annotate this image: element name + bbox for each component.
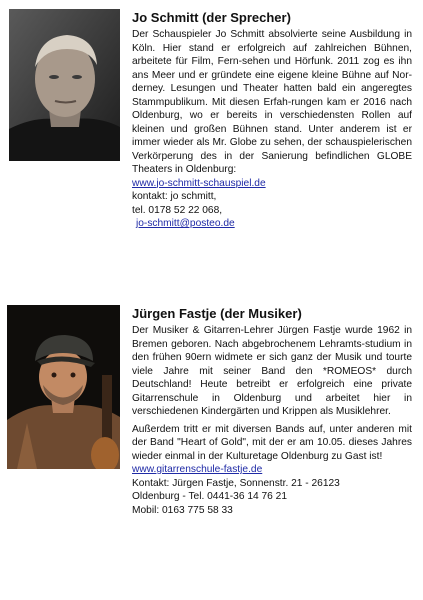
bio-text: Der Schauspieler Jo Schmitt absolvierte seine Ausbildung in Köln. Hier stand er erfolgreich auf zahlreichen Bühnen, arbeitete für Film, Fern-sehen und Hörfunk. 2011 zog es ihn ans Meer und er gründete eine eigene kleine Bühne auf Nor-derney. Lesungen und Theater hatten bald ein angeregtes Stammpublikum. Mit diesen Erfah-rungen kam er 2016 nach Oldenburg, wo er bereits in verschiedensten Rollen auf kleinen und großen Bühnen stand. Unter anderem ist er immer wieder als Mr. Globe zu sehen, der schauspielerischen Verkörperung des in der Sanierung befindlichen GLOBE Theaters in Oldenburg:: [132, 29, 412, 175]
email-link[interactable]: jo-schmitt@posteo.de: [136, 218, 235, 229]
bio-jo-schmitt: [132, 10, 412, 231]
contact-label: kontakt: jo schmitt,: [132, 191, 217, 202]
contact-mobile: Mobil: 0163 775 58 33: [132, 504, 233, 516]
performer-name: Jo Schmitt (der Sprecher): [132, 10, 291, 25]
juergen-fastje-photo: [7, 305, 120, 469]
jo-schmitt-photo: [9, 9, 120, 161]
phone-number: tel. 0178 52 22 068,: [132, 204, 223, 216]
bio-text-continued: Außerdem tritt er mit diversen Bands auf, unter anderen mit der Band "Heart of Gold", mit der er am 10.05. dieses Jahres wieder einmal in der Kulturetage Oldenburg zu Gast ist!: [132, 423, 412, 462]
bio-text: Der Musiker & Gitarren-Lehrer Jürgen Fastje wurde 1962 in Bremen geboren. Nach abgebrochenem Lehramts-studium in den frühen 90ern widmete er sich ganz der Musik und tourte viele Jahre mit seiner Band den *ROMEOS* durch Deutschland! Heute betreibt er erfolgreich eine private Gitarrenschule in Oldenburg und arbeitet hier in verschiedenen Kindergärten und Krippen als Musiklehrer.: [132, 325, 412, 417]
bio-juergen-fastje: [132, 306, 412, 517]
contact-address: Kontakt: Jürgen Fastje, Sonnenstr. 21 - 26123: [132, 477, 340, 489]
website-link[interactable]: www.jo-schmitt-schauspiel.de: [132, 177, 266, 189]
website-link[interactable]: www.gitarrenschule-fastje.de: [132, 464, 263, 475]
contact-phone: Oldenburg - Tel. 0441-36 14 76 21: [132, 491, 287, 502]
performer-name: Jürgen Fastje (der Musiker): [132, 306, 302, 321]
